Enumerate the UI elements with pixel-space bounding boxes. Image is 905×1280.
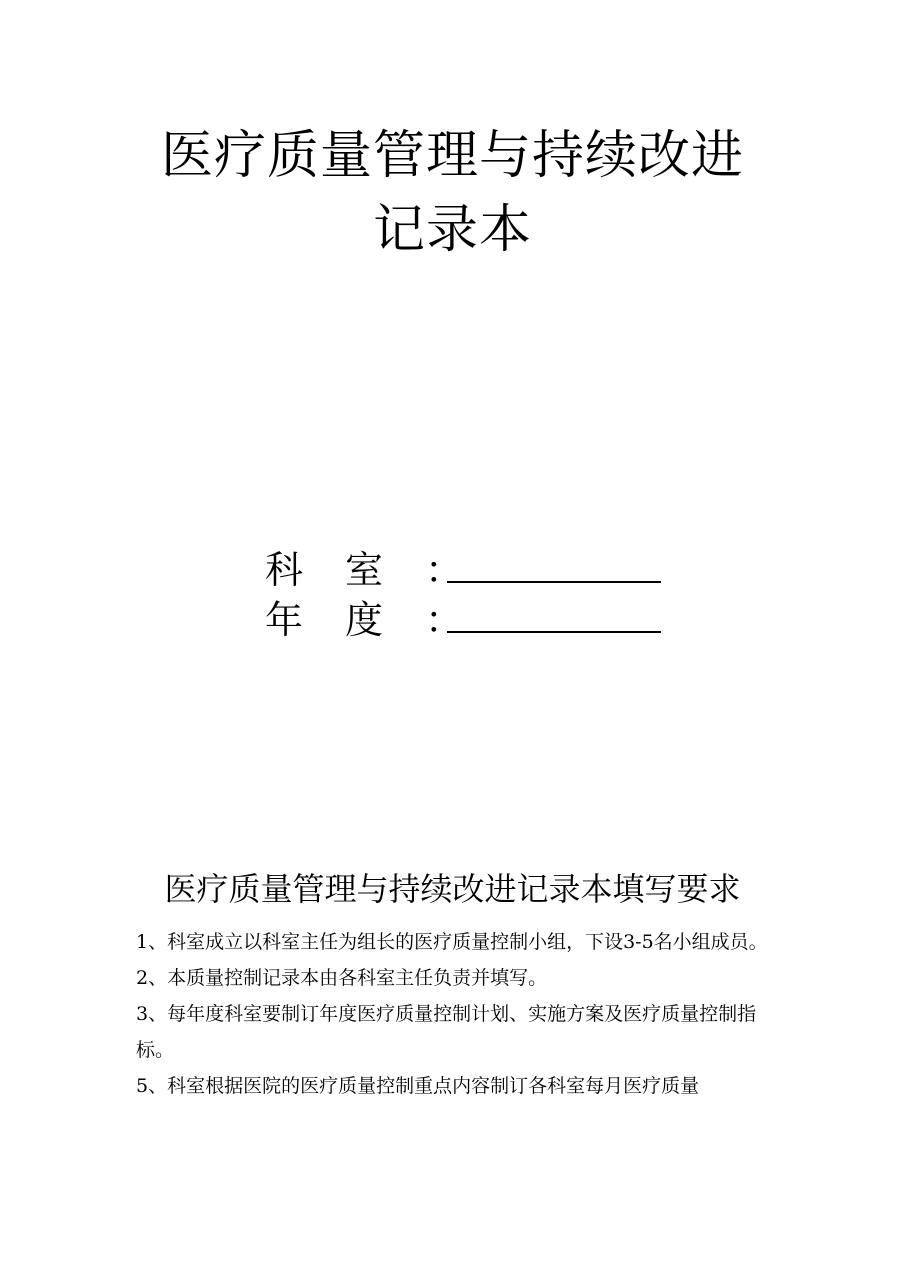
year-label-char-1: 年 (265, 598, 304, 642)
requirements-list (136, 924, 776, 1104)
department-label-char-2: 室 (345, 548, 384, 592)
document-title-line-1: 医疗质量管理与持续改进 (160, 126, 744, 186)
requirement-item: 3、每年度科室要制订年度医疗质量控制计划、实施方案及医疗质量控制指标。 (136, 1003, 757, 1061)
year-colon: ： (425, 598, 464, 642)
department-blank-line (447, 551, 661, 583)
year-blank-line (447, 601, 661, 633)
year-label (265, 596, 425, 644)
department-field (265, 546, 661, 594)
requirement-item: 5、科室根据医院的医疗质量控制重点内容制订各科室每月医疗质量 (136, 1075, 700, 1097)
requirements-heading: 医疗质量管理与持续改进记录本填写要求 (164, 870, 741, 908)
year-field (265, 596, 661, 644)
year-label-char-2: 度 (345, 598, 384, 642)
requirement-item: 1、科室成立以科室主任为组长的医疗质量控制小组，下设3-5名小组成员。 (136, 931, 768, 953)
department-colon: ： (425, 548, 464, 592)
department-label-char-1: 科 (265, 548, 304, 592)
department-label (265, 546, 425, 594)
document-title-line-2: 记录本 (372, 200, 532, 260)
requirement-item: 2、本质量控制记录本由各科室主任负责并填写。 (136, 967, 548, 989)
